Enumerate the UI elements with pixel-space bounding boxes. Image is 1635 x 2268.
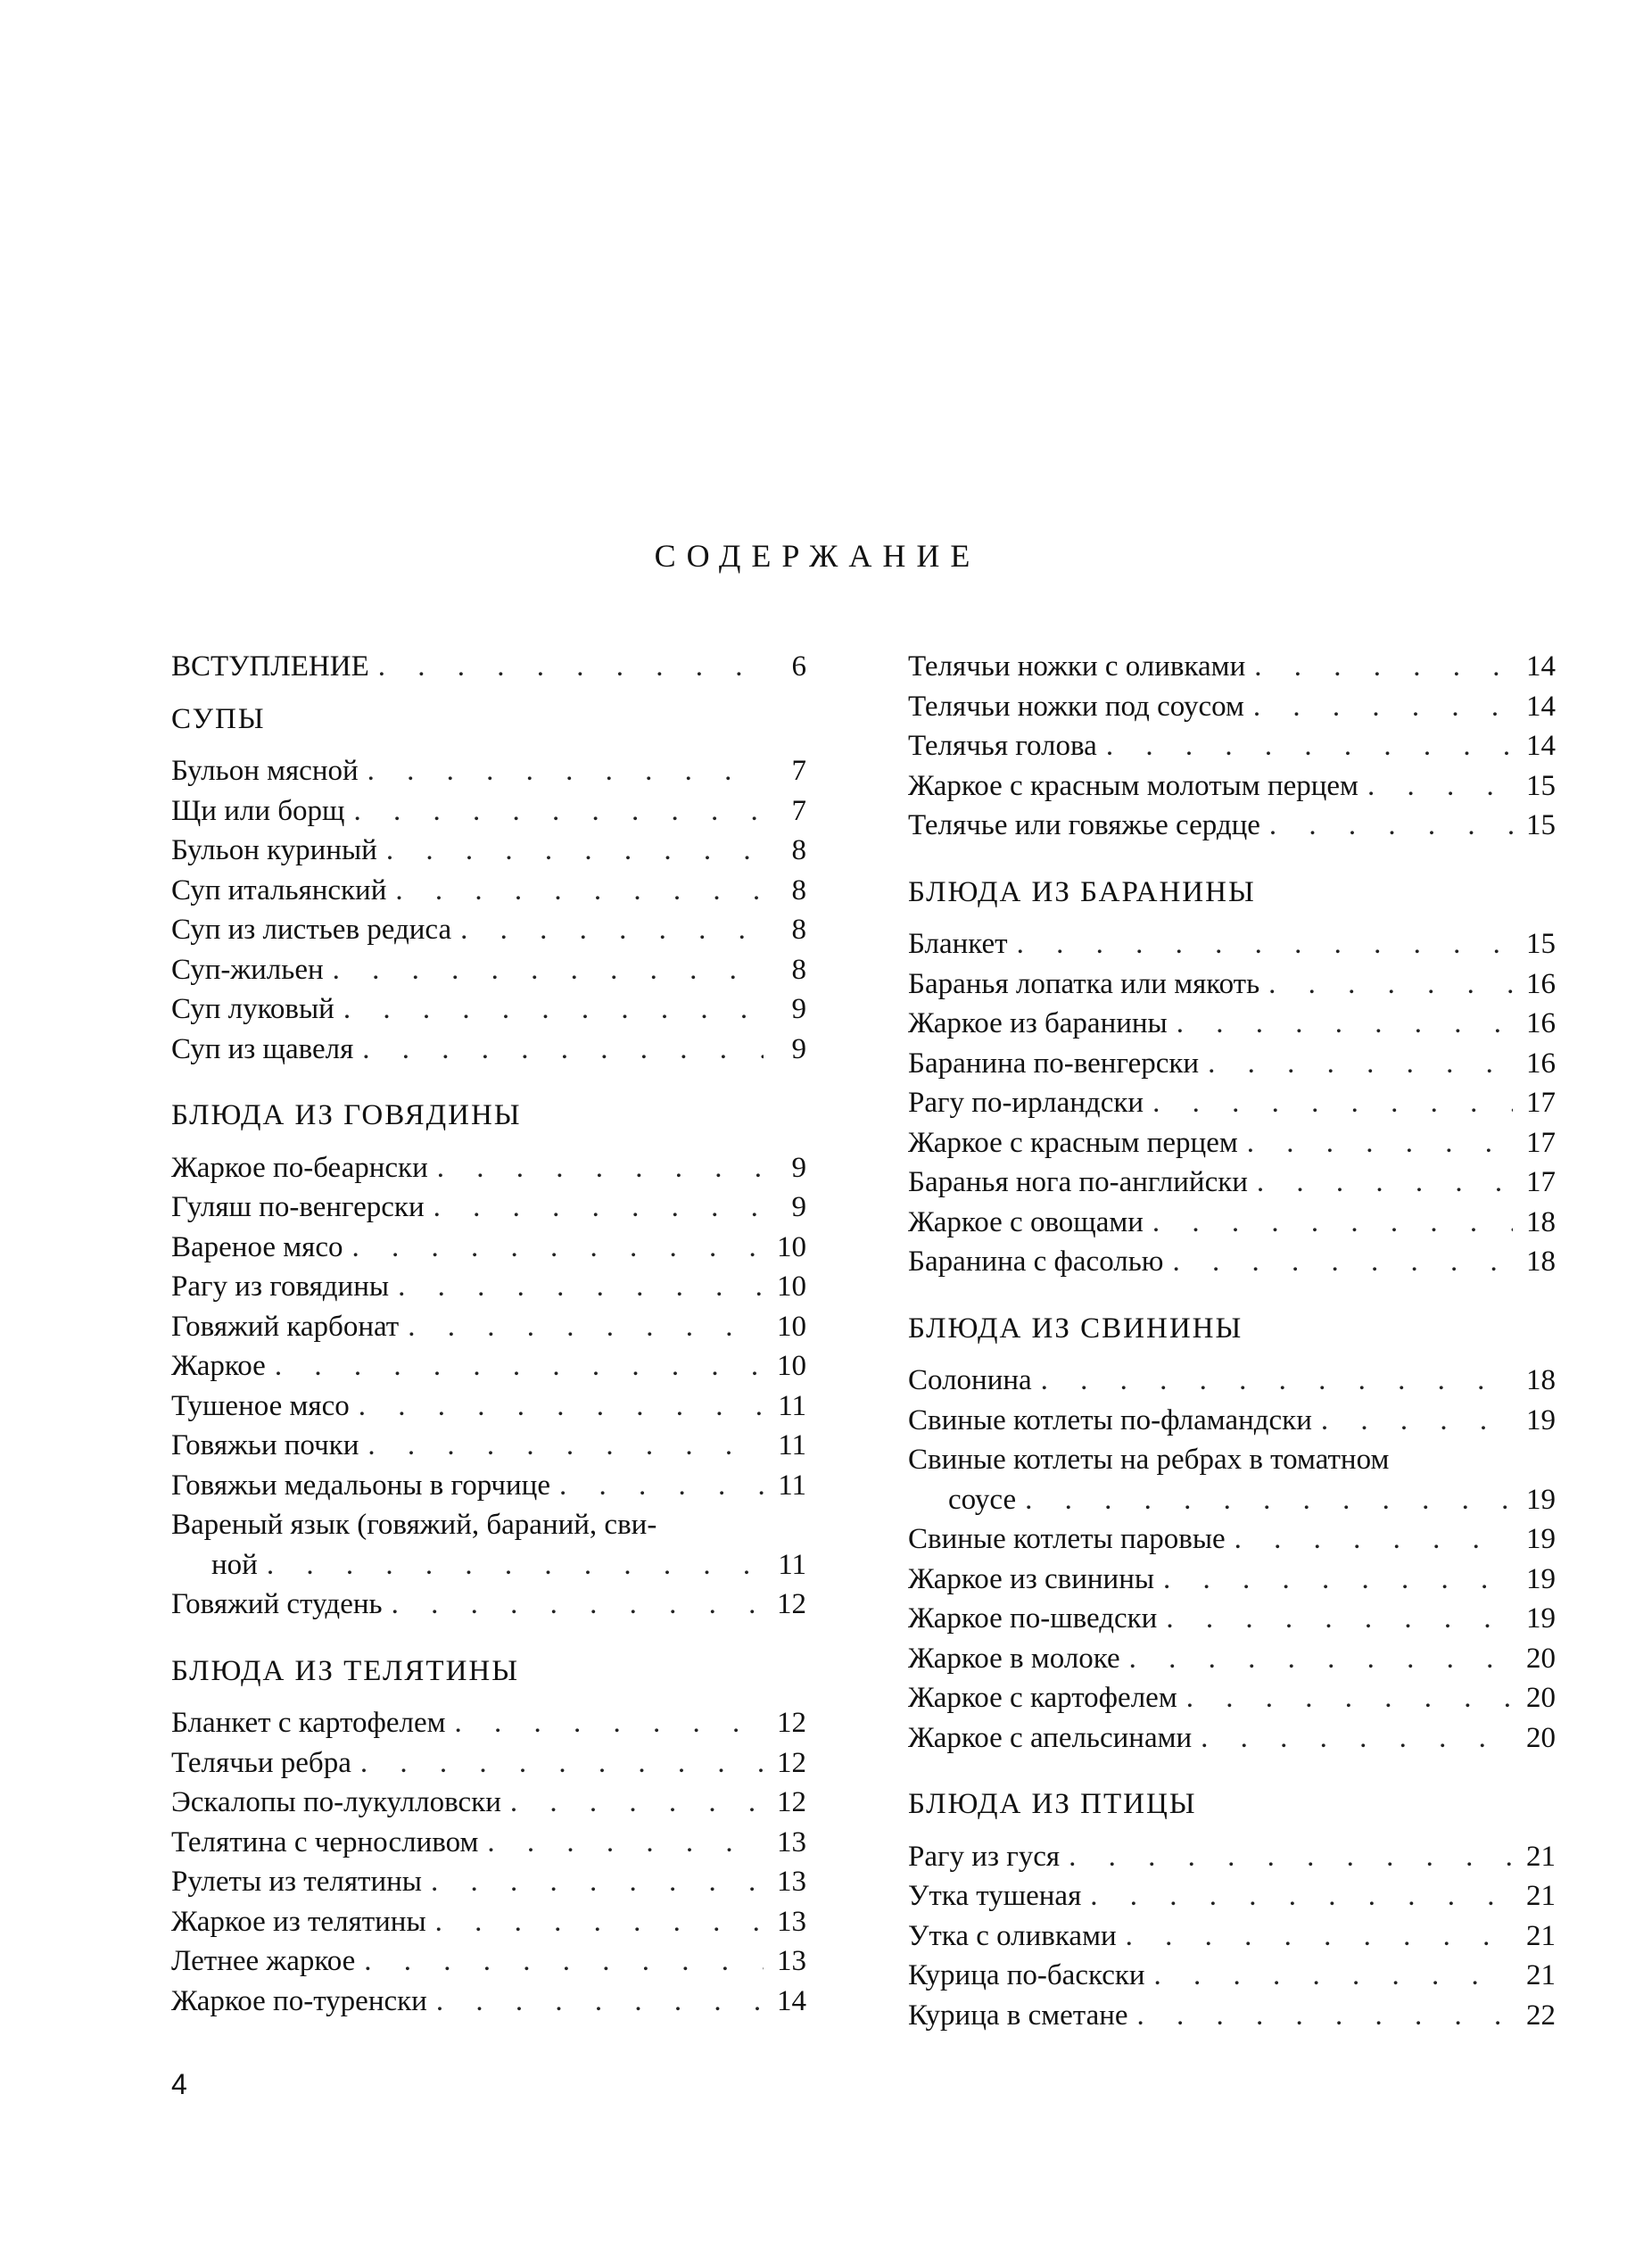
entry-label: Тушеное мясо (171, 1389, 350, 1422)
entry-label: Жаркое с красным молотым перцем (908, 769, 1358, 802)
entry-label: Рагу из говядины (171, 1271, 390, 1303)
toc-entry[interactable] (171, 791, 806, 832)
dot-leader (359, 1386, 764, 1427)
entry-label: Летнее жаркое (171, 1945, 356, 1977)
dot-leader (360, 1743, 764, 1784)
section-heading-veal: БЛЮДА ИЗ ТЕЛЯТИНЫ (171, 1654, 520, 1687)
section-heading-soups: СУПЫ (171, 702, 266, 735)
dot-leader (267, 1545, 764, 1585)
entry-page: 14 (1526, 730, 1556, 762)
dot-leader (1186, 1678, 1513, 1718)
dot-leader (1254, 647, 1513, 687)
entry-label: Жаркое по-туренски (171, 1984, 427, 2017)
toc-entry[interactable] (908, 1519, 1556, 1560)
dot-leader (367, 1426, 764, 1466)
entry-page: 12 (777, 1786, 806, 1818)
toc-entry[interactable] (171, 1703, 806, 1743)
entry-label: Суп из щавеля (171, 1032, 354, 1065)
dot-leader (1177, 1004, 1513, 1044)
entry-label: Курица по-баскски (908, 1959, 1145, 1991)
entry-page: 21 (1526, 1880, 1556, 1912)
dot-leader (1257, 1163, 1513, 1203)
entry-label: Бланкет с картофелем (171, 1707, 446, 1739)
entry-label: Утка с оливками (908, 1919, 1117, 1952)
dot-leader (1172, 1242, 1513, 1282)
section-heading-lamb: БЛЮДА ИЗ БАРАНИНЫ (908, 875, 1256, 908)
toc-entry[interactable] (908, 1163, 1556, 1203)
entry-label: Жаркое с апельсинами (908, 1721, 1193, 1754)
toc-entry[interactable] (171, 1862, 806, 1902)
dot-leader (1321, 1401, 1513, 1441)
entry-page: 10 (777, 1350, 806, 1382)
toc-entry[interactable] (908, 1401, 1556, 1441)
toc-entry[interactable] (171, 1426, 806, 1466)
entry-label: Рагу из гуся (908, 1840, 1061, 1873)
dot-leader (408, 1307, 764, 1347)
toc-entry[interactable] (908, 766, 1556, 807)
dot-leader (436, 1982, 764, 2022)
dot-leader (1247, 1123, 1513, 1163)
entry-page: 8 (791, 953, 806, 986)
entry-label: Рагу по-ирландски (908, 1087, 1144, 1119)
entry-page: 7 (791, 755, 806, 787)
toc-entry[interactable] (908, 1083, 1556, 1123)
entry-label: Суп итальянский (171, 873, 387, 906)
entry-page: 16 (1526, 1007, 1556, 1039)
dot-leader (378, 647, 764, 687)
entry-label: Бульон мясной (171, 755, 359, 787)
dot-leader (362, 1030, 764, 1070)
entry-label: Жаркое из телятины (171, 1905, 426, 1938)
entry-page: 20 (1526, 1682, 1556, 1714)
entry-page: 14 (1526, 650, 1556, 683)
entry-label: Телячье или говяжье сердце (908, 809, 1260, 841)
entry-page: 10 (777, 1310, 806, 1343)
entry-page: 8 (791, 834, 806, 866)
entry-label: Суп из листьев редиса (171, 914, 452, 946)
entry-label: Жаркое в молоке (908, 1642, 1120, 1675)
toc-entry[interactable] (908, 1242, 1556, 1282)
dot-leader (1166, 1599, 1513, 1639)
entry-label: ВСТУПЛЕНИЕ (171, 650, 369, 683)
toc-left-column (171, 647, 806, 2021)
toc-entry[interactable] (171, 871, 806, 911)
entry-page: 18 (1526, 1364, 1556, 1396)
toc-entry[interactable] (171, 831, 806, 871)
toc-entry-pork-tomato-line2[interactable] (908, 1480, 1556, 1520)
toc-entry-tongue-line2[interactable] (171, 1545, 806, 1585)
entry-page: 20 (1526, 1721, 1556, 1754)
entry-page: 12 (777, 1707, 806, 1739)
entry-page: 9 (791, 1032, 806, 1065)
entry-label: Бланкет (908, 928, 1008, 960)
toc-entry[interactable] (171, 1030, 806, 1070)
toc-entry[interactable] (908, 1876, 1556, 1916)
toc-entry[interactable] (908, 1916, 1556, 1957)
toc-entry[interactable] (171, 1228, 806, 1268)
toc-entry[interactable] (908, 1203, 1556, 1243)
dot-leader (1201, 1718, 1513, 1759)
dot-leader (1017, 924, 1513, 964)
toc-entry-intro[interactable] (171, 647, 806, 687)
dot-leader (510, 1783, 764, 1823)
section-heading-poultry: БЛЮДА ИЗ ПТИЦЫ (908, 1788, 1197, 1820)
entry-page: 16 (1526, 967, 1556, 1000)
entry-label: Суп луковый (171, 993, 334, 1025)
entry-label: Говяжьи медальоны в горчице (171, 1469, 550, 1502)
toc-entry[interactable] (908, 647, 1556, 687)
dot-leader (487, 1823, 764, 1863)
entry-page: 19 (1526, 1562, 1556, 1595)
entry-label: Свиные котлеты на ребрах в томатном (908, 1444, 1390, 1476)
toc-entry[interactable] (908, 964, 1556, 1005)
entry-label: Вареный язык (говяжий, бараний, сви- (171, 1509, 657, 1541)
toc-entry[interactable] (171, 910, 806, 950)
dot-leader (1269, 806, 1513, 846)
dot-leader (437, 1148, 764, 1188)
entry-page: 15 (1526, 809, 1556, 841)
entry-page: 8 (791, 914, 806, 946)
dot-leader (1208, 1044, 1513, 1084)
entry-label: Говяжий карбонат (171, 1310, 400, 1343)
toc-entry[interactable] (171, 1902, 806, 1942)
dot-leader (333, 950, 764, 990)
entry-page: 8 (791, 873, 806, 906)
entry-page: 17 (1526, 1166, 1556, 1198)
entry-label: Гуляш по-венгерски (171, 1191, 425, 1223)
entry-label: Жаркое с картофелем (908, 1682, 1177, 1714)
entry-label: Жаркое с овощами (908, 1205, 1144, 1238)
entry-page: 12 (777, 1588, 806, 1620)
dot-leader (1268, 964, 1513, 1005)
entry-label: Говяжьи почки (171, 1429, 359, 1461)
toc-entry[interactable] (171, 1188, 806, 1228)
entry-label: Жаркое по-беарнски (171, 1151, 428, 1184)
dot-leader (395, 871, 764, 911)
toc-entry[interactable] (908, 1560, 1556, 1600)
entry-page: 18 (1526, 1246, 1556, 1278)
toc-entry[interactable] (908, 1639, 1556, 1679)
toc-entry[interactable] (171, 1823, 806, 1863)
dot-leader (1152, 1203, 1513, 1243)
toc-entry[interactable] (908, 1123, 1556, 1163)
dot-leader (1154, 1956, 1513, 1996)
dot-leader (343, 989, 764, 1030)
entry-label: Баранья нога по-английски (908, 1166, 1248, 1198)
dot-leader (1163, 1560, 1513, 1600)
dot-leader (275, 1346, 764, 1386)
dot-leader (392, 1585, 764, 1625)
dot-leader (1069, 1837, 1513, 1877)
entry-label: Свиные котлеты по-фламандски (908, 1403, 1312, 1436)
section-heading-beef: БЛЮДА ИЗ ГОВЯДИНЫ (171, 1099, 522, 1131)
dot-leader (1106, 726, 1513, 766)
dot-leader (1367, 766, 1513, 807)
entry-page: 6 (791, 650, 806, 683)
entry-label: Суп-жильен (171, 953, 324, 986)
dot-leader (559, 1466, 764, 1506)
entry-page: 13 (777, 1825, 806, 1858)
entry-label: Вареное мясо (171, 1230, 343, 1263)
entry-label: Рулеты из телятины (171, 1866, 422, 1898)
dot-leader (1129, 1639, 1513, 1679)
entry-label: Жаркое из свинины (908, 1562, 1155, 1595)
entry-label: Эскалопы по-лукулловски (171, 1786, 501, 1818)
toc-entry[interactable] (908, 687, 1556, 727)
dot-leader (1025, 1480, 1513, 1520)
entry-label: Баранина с фасолью (908, 1246, 1164, 1278)
dot-leader (353, 791, 764, 832)
toc-entry[interactable] (171, 1267, 806, 1307)
entry-page: 19 (1526, 1483, 1556, 1516)
entry-page: 14 (777, 1984, 806, 2017)
entry-page: 19 (1526, 1602, 1556, 1635)
toc-entry[interactable] (171, 1783, 806, 1823)
page-number: 4 (171, 2068, 187, 2100)
entry-label: Щи или борщ (171, 794, 345, 827)
entry-page: 11 (778, 1469, 806, 1502)
dot-leader (435, 1902, 764, 1942)
entry-label: Бульон куриный (171, 834, 377, 866)
entry-label: Жаркое с красным перцем (908, 1126, 1238, 1159)
entry-page: 20 (1526, 1642, 1556, 1675)
entry-page: 17 (1526, 1087, 1556, 1119)
entry-label: Телячьи ребра (171, 1746, 351, 1779)
dot-leader (364, 1941, 764, 1982)
entry-page: 15 (1526, 769, 1556, 802)
toc-entry[interactable] (908, 1004, 1556, 1044)
entry-label: Жаркое (171, 1350, 266, 1382)
dot-leader (431, 1862, 764, 1902)
dot-leader (1126, 1916, 1513, 1957)
dot-leader (1137, 1996, 1513, 2036)
entry-label: Телятина с черносливом (171, 1825, 479, 1858)
entry-label: Телячьи ножки под соусом (908, 690, 1244, 723)
toc-entry[interactable] (908, 806, 1556, 846)
toc-right-column (908, 647, 1556, 2035)
entry-page: 13 (777, 1905, 806, 1938)
entry-label: Телячья голова (908, 730, 1097, 762)
toc-entry[interactable] (171, 1386, 806, 1427)
entry-page: 21 (1526, 1840, 1556, 1873)
entry-page: 15 (1526, 928, 1556, 960)
entry-page: 9 (791, 993, 806, 1025)
dot-leader (1090, 1876, 1513, 1916)
entry-page: 16 (1526, 1047, 1556, 1080)
toc-entry[interactable] (908, 1718, 1556, 1759)
entry-label: Курица в сметане (908, 1999, 1128, 2032)
entry-page: 10 (777, 1230, 806, 1263)
entry-page: 21 (1526, 1919, 1556, 1952)
toc-entry[interactable] (171, 1743, 806, 1784)
toc-entry-tongue-line1[interactable] (171, 1505, 806, 1545)
entry-label: Баранья лопатка или мякоть (908, 967, 1260, 1000)
entry-label: Жаркое из баранины (908, 1007, 1168, 1039)
entry-page: 18 (1526, 1205, 1556, 1238)
entry-page: 19 (1526, 1523, 1556, 1555)
section-heading-pork: БЛЮДА ИЗ СВИНИНЫ (908, 1312, 1243, 1345)
toc-entry[interactable] (171, 1941, 806, 1982)
dot-leader (454, 1703, 764, 1743)
entry-label: Жаркое по-шведски (908, 1602, 1158, 1635)
toc-entry[interactable] (171, 1466, 806, 1506)
toc-entry[interactable] (908, 1837, 1556, 1877)
toc-entry[interactable] (908, 1678, 1556, 1718)
toc-entry[interactable] (171, 989, 806, 1030)
entry-page: 22 (1526, 1999, 1556, 2032)
toc-entry[interactable] (171, 1148, 806, 1188)
dot-leader (1041, 1361, 1513, 1401)
entry-page: 11 (778, 1389, 806, 1422)
dot-leader (1235, 1519, 1513, 1560)
toc-entry[interactable] (908, 1956, 1556, 1996)
entry-page: 9 (791, 1151, 806, 1184)
entry-page: 11 (778, 1429, 806, 1461)
dot-leader (460, 910, 764, 950)
entry-page: 17 (1526, 1126, 1556, 1159)
dot-leader (351, 1228, 764, 1268)
dot-leader (367, 751, 764, 791)
entry-page: 19 (1526, 1403, 1556, 1436)
entry-page: 11 (778, 1548, 806, 1581)
dot-leader (398, 1267, 764, 1307)
toc-entry-pork-tomato-line1[interactable] (908, 1440, 1556, 1480)
toc-entry[interactable] (171, 1346, 806, 1386)
toc-entry[interactable] (908, 924, 1556, 964)
entry-page: 9 (791, 1191, 806, 1223)
entry-page: 21 (1526, 1959, 1556, 1991)
entry-page: 7 (791, 794, 806, 827)
toc-entry[interactable] (171, 751, 806, 791)
toc-entry[interactable] (908, 1599, 1556, 1639)
toc-entry[interactable] (908, 726, 1556, 766)
entry-label: Солонина (908, 1364, 1032, 1396)
entry-page: 10 (777, 1271, 806, 1303)
toc-entry[interactable] (171, 1585, 806, 1625)
entry-label: Телячьи ножки с оливками (908, 650, 1246, 683)
toc-entry[interactable] (171, 1307, 806, 1347)
dot-leader (1253, 687, 1513, 727)
entry-page: 13 (777, 1866, 806, 1898)
entry-label: Говяжий студень (171, 1588, 383, 1620)
toc-entry[interactable] (171, 950, 806, 990)
entry-label: ной (211, 1548, 258, 1581)
toc-entry[interactable] (908, 1044, 1556, 1084)
entry-page: 13 (777, 1945, 806, 1977)
page-title: СОДЕРЖАНИЕ (654, 538, 981, 574)
toc-entry[interactable] (908, 1361, 1556, 1401)
toc-entry[interactable] (908, 1996, 1556, 2036)
entry-page: 12 (777, 1746, 806, 1779)
entry-label: Баранина по-венгерски (908, 1047, 1200, 1080)
entry-label: Утка тушеная (908, 1880, 1082, 1912)
entry-label: соусе (948, 1483, 1017, 1516)
dot-leader (1152, 1083, 1513, 1123)
entry-page: 14 (1526, 690, 1556, 723)
dot-leader (434, 1188, 764, 1228)
dot-leader (386, 831, 764, 871)
entry-label: Свиные котлеты паровые (908, 1523, 1226, 1555)
toc-entry[interactable] (171, 1982, 806, 2022)
